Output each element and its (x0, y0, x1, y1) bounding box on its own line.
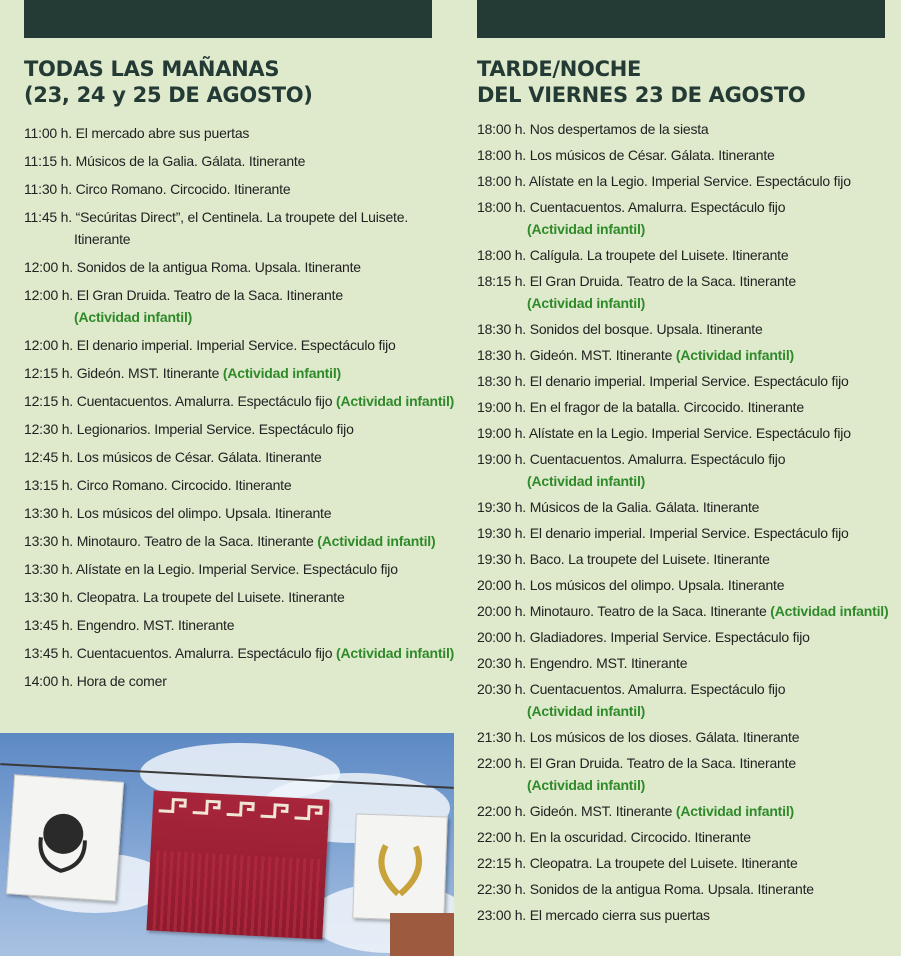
schedule-item-text: 22:00 h. En la oscuridad. Circocido. Itinerante (477, 829, 751, 845)
schedule-item-text: 19:00 h. Alístate en la Legio. Imperial Service. Espectáculo fijo (477, 425, 851, 441)
morning-heading-line-1: TODAS LAS MAÑANAS (24, 57, 280, 81)
banner-fringe (152, 851, 320, 939)
schedule-item-text: 11:45 h. “Secúritas Direct”, el Centinela. La troupete del Luisete. (24, 209, 409, 225)
schedule-item (477, 826, 897, 848)
schedule-item-text: 22:30 h. Sonidos de la antigua Roma. Upsala. Itinerante (477, 881, 814, 897)
children-activity-tag: (Actividad infantil) (527, 221, 646, 237)
schedule-item (24, 256, 444, 278)
children-activity-tag: (Actividad infantil) (527, 473, 646, 489)
children-activity-tag: (Actividad infantil) (675, 347, 794, 363)
schedule-item-text: 12:15 h. Cuentacuentos. Amalurra. Espectáculo fijo (24, 393, 333, 409)
schedule-item (24, 642, 455, 664)
schedule-item (477, 548, 897, 570)
schedule-item (24, 446, 444, 468)
schedule-item-continuation: Itinerante (74, 231, 131, 247)
schedule-item-text: 20:30 h. Cuentacuentos. Amalurra. Espectáculo fijo (477, 681, 786, 697)
left-header-bar (24, 0, 432, 38)
schedule-item-text: 20:00 h. Minotauro. Teatro de la Saca. Itinerante (477, 603, 767, 619)
schedule-item-text: 22:15 h. Cleopatra. La troupete del Luisete. Itinerante (477, 855, 798, 871)
children-activity-tag: (Actividad infantil) (770, 603, 889, 619)
children-activity-tag: (Actividad infantil) (527, 777, 646, 793)
schedule-item-text: 19:30 h. Baco. La troupete del Luisete. Itinerante (477, 551, 770, 567)
schedule-item-text: 19:30 h. Músicos de la Galia. Gálata. Itinerante (477, 499, 760, 515)
schedule-item (24, 502, 444, 524)
schedule-item-text: 12:30 h. Legionarios. Imperial Service. Espectáculo fijo (24, 421, 354, 437)
children-activity-tag: (Actividad infantil) (336, 393, 455, 409)
schedule-item-text: 13:30 h. Minotauro. Teatro de la Saca. Itinerante (24, 533, 314, 549)
gold-laurel-icon (353, 814, 449, 922)
children-activity-tag: (Actividad infantil) (74, 309, 193, 325)
schedule-item (24, 206, 444, 250)
schedule-item-text: 12:00 h. Sonidos de la antigua Roma. Upsala. Itinerante (24, 259, 361, 275)
schedule-item-text: 20:30 h. Engendro. MST. Itinerante (477, 655, 688, 671)
schedule-item-text: 18:00 h. Calígula. La troupete del Luisete. Itinerante (477, 247, 789, 263)
schedule-item-text: 18:00 h. Cuentacuentos. Amalurra. Espectáculo fijo (477, 199, 786, 215)
schedule-item-text: 22:00 h. Gideón. MST. Itinerante (477, 803, 673, 819)
schedule-item-text: 19:00 h. En el fragor de la batalla. Circocido. Itinerante (477, 399, 804, 415)
right-header-bar (477, 0, 885, 38)
schedule-item (477, 726, 897, 748)
evening-schedule-list (477, 118, 897, 926)
schedule-item (24, 362, 444, 384)
evening-heading-line-1: TARDE/NOCHE (477, 57, 642, 81)
schedule-item-text: 12:00 h. El denario imperial. Imperial Service. Espectáculo fijo (24, 337, 396, 353)
children-activity-tag: (Actividad infantil) (675, 803, 794, 819)
schedule-item-text: 22:00 h. El Gran Druida. Teatro de la Saca. Itinerante (477, 755, 796, 771)
schedule-item-text: 11:30 h. Circo Romano. Circocido. Itinerante (24, 181, 291, 197)
red-fringed-banner (146, 790, 329, 939)
schedule-item (477, 904, 897, 926)
schedule-item (477, 852, 897, 874)
schedule-item (24, 390, 455, 412)
schedule-item-text: 11:00 h. El mercado abre sus puertas (24, 125, 250, 141)
schedule-item (477, 600, 897, 622)
eagle-laurel-icon (7, 775, 125, 902)
schedule-item-text: 19:30 h. El denario imperial. Imperial Service. Espectáculo fijo (477, 525, 849, 541)
schedule-item (24, 418, 444, 440)
schedule-item (477, 574, 897, 596)
schedule-item (477, 170, 897, 192)
schedule-item (24, 178, 444, 200)
evening-schedule-column (477, 56, 897, 930)
schedule-item (477, 422, 897, 444)
schedule-item-text: 11:15 h. Músicos de la Galia. Gálata. Itinerante (24, 153, 306, 169)
schedule-item (24, 284, 444, 328)
schedule-item-text: 13:30 h. Cleopatra. La troupete del Luisete. Itinerante (24, 589, 345, 605)
schedule-item-text: 20:00 h. Gladiadores. Imperial Service. Espectáculo fijo (477, 629, 810, 645)
schedule-item-text: 13:45 h. Engendro. MST. Itinerante (24, 617, 235, 633)
morning-schedule-column (24, 56, 455, 698)
schedule-item-text: 13:45 h. Cuentacuentos. Amalurra. Espectáculo fijo (24, 645, 333, 661)
schedule-item-text: 13:30 h. Alístate en la Legio. Imperial Service. Espectáculo fijo (24, 561, 398, 577)
schedule-item-text: 18:00 h. Los músicos de César. Gálata. Itinerante (477, 147, 775, 163)
schedule-item-text: 13:15 h. Circo Romano. Circocido. Itinerante (24, 477, 292, 493)
schedule-item (477, 752, 897, 796)
schedule-item-text: 12:45 h. Los músicos de César. Gálata. Itinerante (24, 449, 322, 465)
schedule-item-text: 21:30 h. Los músicos de los dioses. Gálata. Itinerante (477, 729, 800, 745)
schedule-item-text: 12:00 h. El Gran Druida. Teatro de la Saca. Itinerante (24, 287, 343, 303)
schedule-item (477, 522, 897, 544)
schedule-item (477, 144, 897, 166)
schedule-item-text: 12:15 h. Gideón. MST. Itinerante (24, 365, 220, 381)
children-activity-tag: (Actividad infantil) (317, 533, 436, 549)
schedule-item-text: 18:15 h. El Gran Druida. Teatro de la Saca. Itinerante (477, 273, 796, 289)
schedule-item-text: 18:30 h. Gideón. MST. Itinerante (477, 347, 673, 363)
schedule-item (477, 318, 897, 340)
schedule-item-text: 20:00 h. Los músicos del olimpo. Upsala. Itinerante (477, 577, 785, 593)
schedule-item (477, 652, 897, 674)
children-activity-tag: (Actividad infantil) (336, 645, 455, 661)
schedule-item (477, 244, 897, 266)
roman-banners-photo (0, 733, 454, 956)
schedule-item (24, 558, 444, 580)
children-activity-tag: (Actividad infantil) (222, 365, 341, 381)
schedule-item (477, 800, 897, 822)
schedule-item (477, 396, 897, 418)
schedule-item (477, 878, 897, 900)
morning-heading (24, 56, 444, 108)
schedule-item (477, 496, 897, 518)
schedule-item (24, 530, 444, 552)
brick-building (390, 913, 454, 956)
schedule-item-text: 19:00 h. Cuentacuentos. Amalurra. Espectáculo fijo (477, 451, 786, 467)
schedule-item-text: 18:00 h. Alístate en la Legio. Imperial Service. Espectáculo fijo (477, 173, 851, 189)
schedule-item-text: 13:30 h. Los músicos del olimpo. Upsala. Itinerante (24, 505, 332, 521)
evening-heading (477, 56, 897, 108)
morning-schedule-list (24, 122, 455, 692)
schedule-item (477, 370, 897, 392)
schedule-item (477, 118, 897, 140)
schedule-item (477, 196, 897, 240)
schedule-item-text: 14:00 h. Hora de comer (24, 673, 167, 689)
schedule-item (24, 586, 444, 608)
laurel-banner (352, 813, 448, 921)
schedule-item (24, 150, 444, 172)
children-activity-tag: (Actividad infantil) (527, 703, 646, 719)
schedule-item (477, 678, 897, 722)
evening-heading-line-2: DEL VIERNES 23 DE AGOSTO (477, 83, 806, 107)
schedule-item (24, 334, 444, 356)
schedule-item-text: 18:30 h. Sonidos del bosque. Upsala. Itinerante (477, 321, 763, 337)
schedule-item (477, 344, 897, 366)
schedule-item (24, 614, 444, 636)
schedule-item-text: 23:00 h. El mercado cierra sus puertas (477, 907, 710, 923)
eagle-banner (6, 774, 124, 901)
schedule-item-text: 18:00 h. Nos despertamos de la siesta (477, 121, 709, 137)
schedule-item-text: 18:30 h. El denario imperial. Imperial Service. Espectáculo fijo (477, 373, 849, 389)
schedule-item (24, 670, 444, 692)
children-activity-tag: (Actividad infantil) (527, 295, 646, 311)
schedule-item (477, 448, 897, 492)
schedule-item (24, 122, 444, 144)
morning-heading-line-2: (23, 24 y 25 DE AGOSTO) (24, 83, 313, 107)
schedule-item (477, 270, 897, 314)
schedule-item (477, 626, 897, 648)
schedule-item (24, 474, 444, 496)
